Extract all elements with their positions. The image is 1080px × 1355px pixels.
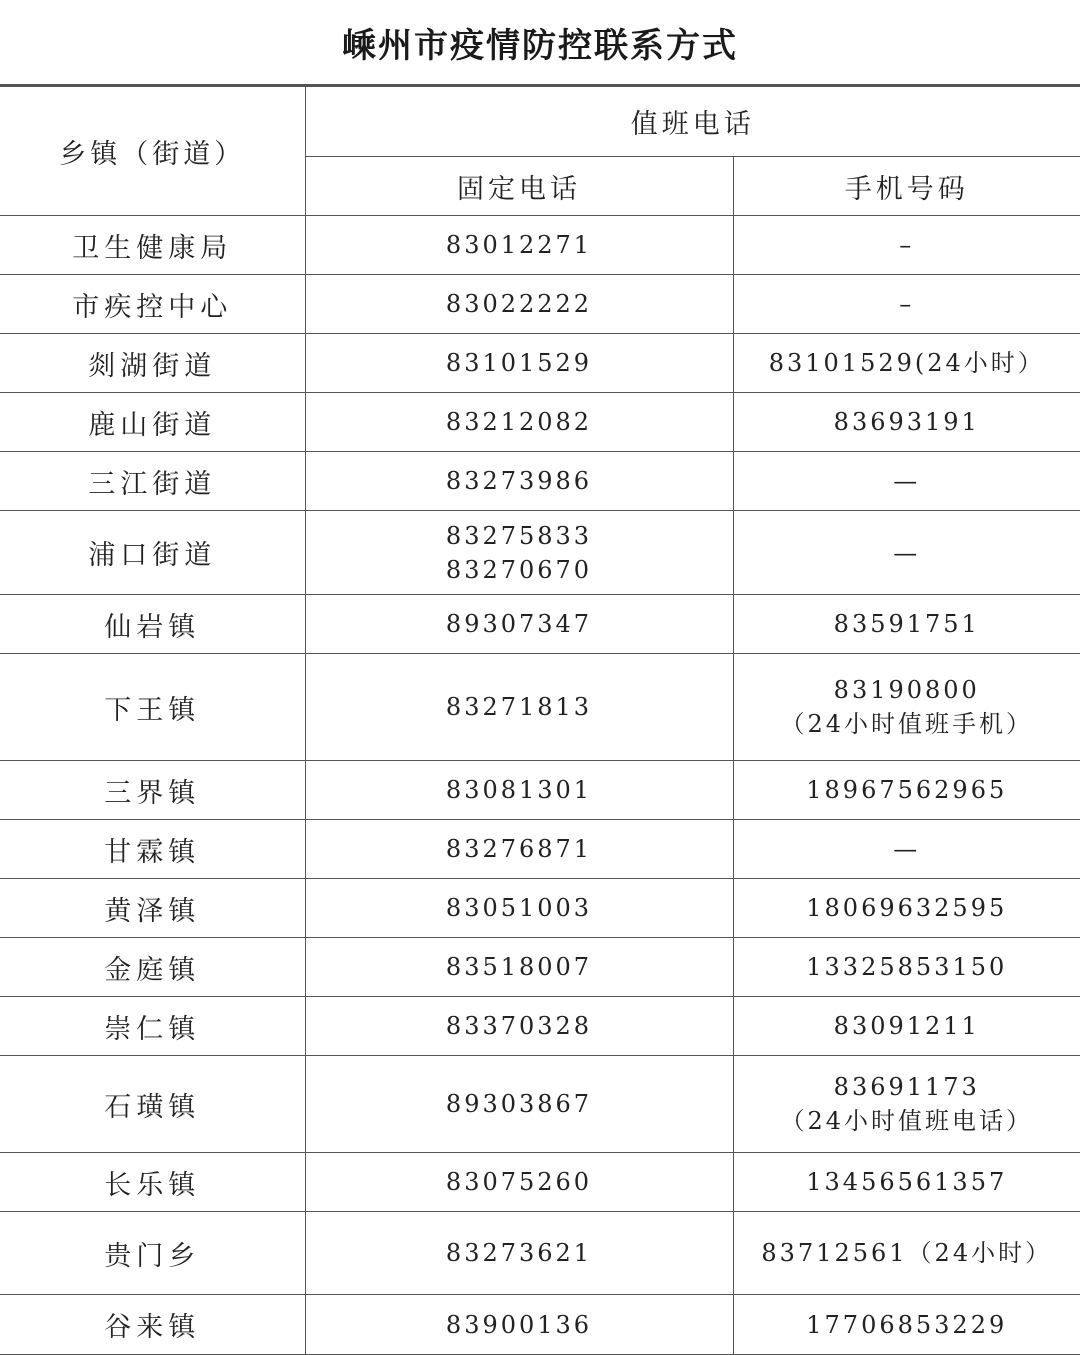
mobile-number: 17706853229: [734, 1308, 1080, 1342]
town-name: 黄泽镇: [0, 879, 305, 938]
mobile-cell: [733, 595, 1080, 654]
landline-cell: [305, 1212, 733, 1295]
landline-cell: [305, 654, 733, 761]
table-row: [0, 820, 1080, 879]
mobile-number: 13325853150: [734, 950, 1080, 984]
mobile-cell: [733, 997, 1080, 1056]
landline-cell: [305, 334, 733, 393]
mobile-number: 83712561（24小时）: [734, 1236, 1080, 1270]
landline-number: 83518007: [306, 950, 733, 984]
landline-number: 83273986: [306, 464, 733, 498]
header-landline: 固定电话: [305, 157, 733, 216]
table-row: [0, 393, 1080, 452]
mobile-number: –: [734, 228, 1080, 262]
town-name: 仙岩镇: [0, 595, 305, 654]
landline-cell: [305, 275, 733, 334]
town-name: 三界镇: [0, 761, 305, 820]
table-body: [0, 216, 1080, 1355]
mobile-cell: [733, 879, 1080, 938]
mobile-number: 83101529(24小时）: [734, 346, 1080, 380]
landline-number: 83273621: [306, 1236, 733, 1270]
mobile-number: 13456561357: [734, 1165, 1080, 1199]
town-name: 贵门乡: [0, 1212, 305, 1295]
town-name: 鹿山街道: [0, 393, 305, 452]
table-row: [0, 595, 1080, 654]
contacts-table: [0, 86, 1080, 1355]
town-name: 浦口街道: [0, 511, 305, 595]
table-row: [0, 216, 1080, 275]
mobile-number: （24小时值班电话）: [734, 1104, 1080, 1138]
town-name: 崇仁镇: [0, 997, 305, 1056]
landline-number: 83101529: [306, 346, 733, 380]
landline-cell: [305, 1295, 733, 1355]
landline-number: 83275833: [306, 519, 733, 553]
town-name: 剡湖街道: [0, 334, 305, 393]
landline-cell: [305, 938, 733, 997]
mobile-number: 83693191: [734, 405, 1080, 439]
landline-number: 89307347: [306, 607, 733, 641]
table-row: [0, 879, 1080, 938]
town-name: 谷来镇: [0, 1295, 305, 1355]
mobile-cell: [733, 1212, 1080, 1295]
table-row: [0, 275, 1080, 334]
mobile-number: 18967562965: [734, 773, 1080, 807]
mobile-number: —: [734, 832, 1080, 866]
landline-cell: [305, 1056, 733, 1153]
town-name: 石璜镇: [0, 1056, 305, 1153]
table-row: [0, 997, 1080, 1056]
page-title: 嵊州市疫情防控联系方式: [0, 0, 1080, 86]
mobile-cell: [733, 275, 1080, 334]
mobile-cell: [733, 654, 1080, 761]
table-row: [0, 1212, 1080, 1295]
landline-cell: [305, 997, 733, 1056]
mobile-cell: [733, 216, 1080, 275]
landline-cell: [305, 761, 733, 820]
mobile-cell: [733, 393, 1080, 452]
mobile-cell: [733, 1295, 1080, 1355]
mobile-number: 83591751: [734, 607, 1080, 641]
landline-cell: [305, 216, 733, 275]
table-row: [0, 938, 1080, 997]
town-name: 下王镇: [0, 654, 305, 761]
landline-number: 83900136: [306, 1308, 733, 1342]
landline-number: 83022222: [306, 287, 733, 321]
table-row: [0, 511, 1080, 595]
mobile-cell: [733, 334, 1080, 393]
mobile-cell: [733, 1153, 1080, 1212]
landline-cell: [305, 452, 733, 511]
town-name: 三江街道: [0, 452, 305, 511]
mobile-number: —: [734, 464, 1080, 498]
table-row: [0, 1153, 1080, 1212]
mobile-cell: [733, 1056, 1080, 1153]
town-name: 长乐镇: [0, 1153, 305, 1212]
landline-cell: [305, 820, 733, 879]
mobile-number: 83190800: [734, 673, 1080, 707]
town-name: 甘霖镇: [0, 820, 305, 879]
table-row: [0, 1056, 1080, 1153]
landline-cell: [305, 879, 733, 938]
town-name: 金庭镇: [0, 938, 305, 997]
mobile-cell: [733, 938, 1080, 997]
landline-number: 83012271: [306, 228, 733, 262]
mobile-cell: [733, 452, 1080, 511]
town-name: 市疾控中心: [0, 275, 305, 334]
mobile-number: （24小时值班手机）: [734, 707, 1080, 741]
landline-number: 83212082: [306, 405, 733, 439]
mobile-number: 83091211: [734, 1009, 1080, 1043]
table-row: [0, 761, 1080, 820]
landline-cell: [305, 393, 733, 452]
table-row: [0, 1295, 1080, 1355]
landline-cell: [305, 511, 733, 595]
mobile-cell: [733, 511, 1080, 595]
landline-cell: [305, 1153, 733, 1212]
landline-cell: [305, 595, 733, 654]
landline-number: 83276871: [306, 832, 733, 866]
landline-number: 83081301: [306, 773, 733, 807]
landline-number: 83270670: [306, 553, 733, 587]
table-row: [0, 334, 1080, 393]
mobile-number: 18069632595: [734, 891, 1080, 925]
landline-number: 83051003: [306, 891, 733, 925]
header-duty-phone: 值班电话: [305, 87, 1080, 157]
mobile-cell: [733, 761, 1080, 820]
mobile-number: –: [734, 287, 1080, 321]
table-row: [0, 654, 1080, 761]
landline-number: 89303867: [306, 1087, 733, 1121]
mobile-number: —: [734, 536, 1080, 570]
mobile-number: 83691173: [734, 1070, 1080, 1104]
table-row: [0, 452, 1080, 511]
town-name: 卫生健康局: [0, 216, 305, 275]
header-town: 乡镇（街道）: [0, 87, 305, 216]
landline-number: 83075260: [306, 1165, 733, 1199]
mobile-cell: [733, 820, 1080, 879]
header-mobile: 手机号码: [733, 157, 1080, 216]
landline-number: 83271813: [306, 690, 733, 724]
landline-number: 83370328: [306, 1009, 733, 1043]
